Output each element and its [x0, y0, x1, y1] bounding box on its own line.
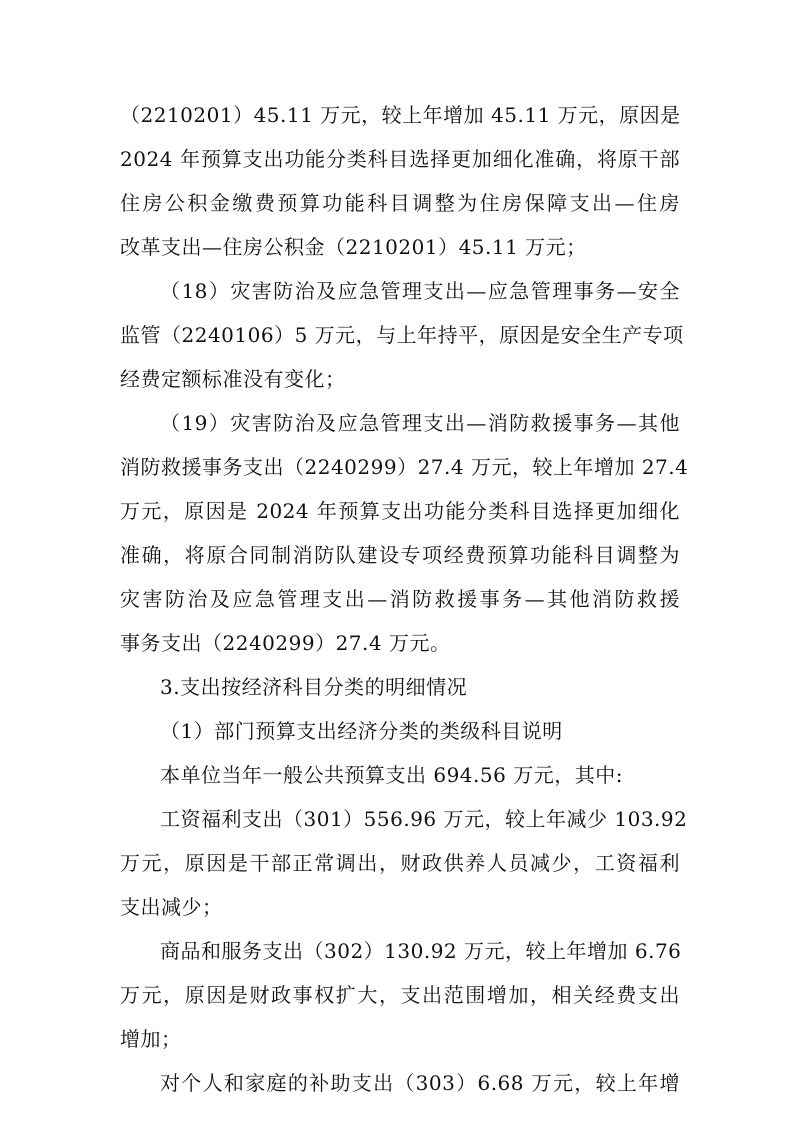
text-line: （18）灾害防治及应急管理支出—应急管理事务—安全: [160, 279, 680, 303]
text-line: 万元，原因是财政事权扩大，支出范围增加，相关经费支出: [120, 983, 680, 1007]
text-line: 支出减少；: [120, 895, 223, 919]
text-line: 改革支出—住房公积金（2210201）45.11 万元；: [120, 235, 587, 259]
text-line: 住房公积金缴费预算功能科目调整为住房保障支出—住房: [120, 191, 680, 215]
text-line: 2024 年预算支出功能分类科目选择更加细化准确，将原干部: [120, 147, 680, 171]
text-line: 事务支出（2240299）27.4 万元。: [120, 631, 451, 655]
text-line: （2210201）45.11 万元，较上年增加 45.11 万元，原因是: [120, 103, 681, 127]
subsection-heading: （1）部门预算支出经济分类的类级科目说明: [160, 719, 563, 743]
text-line: 对个人和家庭的补助支出（303）6.68 万元，较上年增: [160, 1071, 680, 1095]
text-line: 商品和服务支出（302）130.92 万元，较上年增加 6.76: [160, 939, 682, 963]
text-line: 经费定额标准没有变化；: [120, 367, 346, 391]
text-line: 灾害防治及应急管理支出—消防救援事务—其他消防救援: [120, 587, 680, 611]
text-line: 增加；: [120, 1027, 182, 1051]
text-line: 监管（2240106）5 万元，与上年持平，原因是安全生产专项: [120, 323, 684, 347]
text-line: （19）灾害防治及应急管理支出—消防救援事务—其他: [160, 411, 680, 435]
text-line: 万元，原因是干部正常调出，财政供养人员减少，工资福利: [120, 851, 680, 875]
text-line: 万元，原因是 2024 年预算支出功能分类科目选择更加细化: [120, 499, 680, 523]
text-line: 消防救援事务支出（2240299）27.4 万元，较上年增加 27.4: [120, 455, 689, 479]
section-heading: 3.支出按经济科目分类的明细情况: [160, 675, 468, 699]
text-line: 本单位当年一般公共预算支出 694.56 万元，其中:: [160, 763, 623, 787]
text-line: 工资福利支出（301）556.96 万元，较上年减少 103.92: [160, 807, 688, 831]
text-line: 准确，将原合同制消防队建设专项经费预算功能科目调整为: [120, 543, 680, 567]
